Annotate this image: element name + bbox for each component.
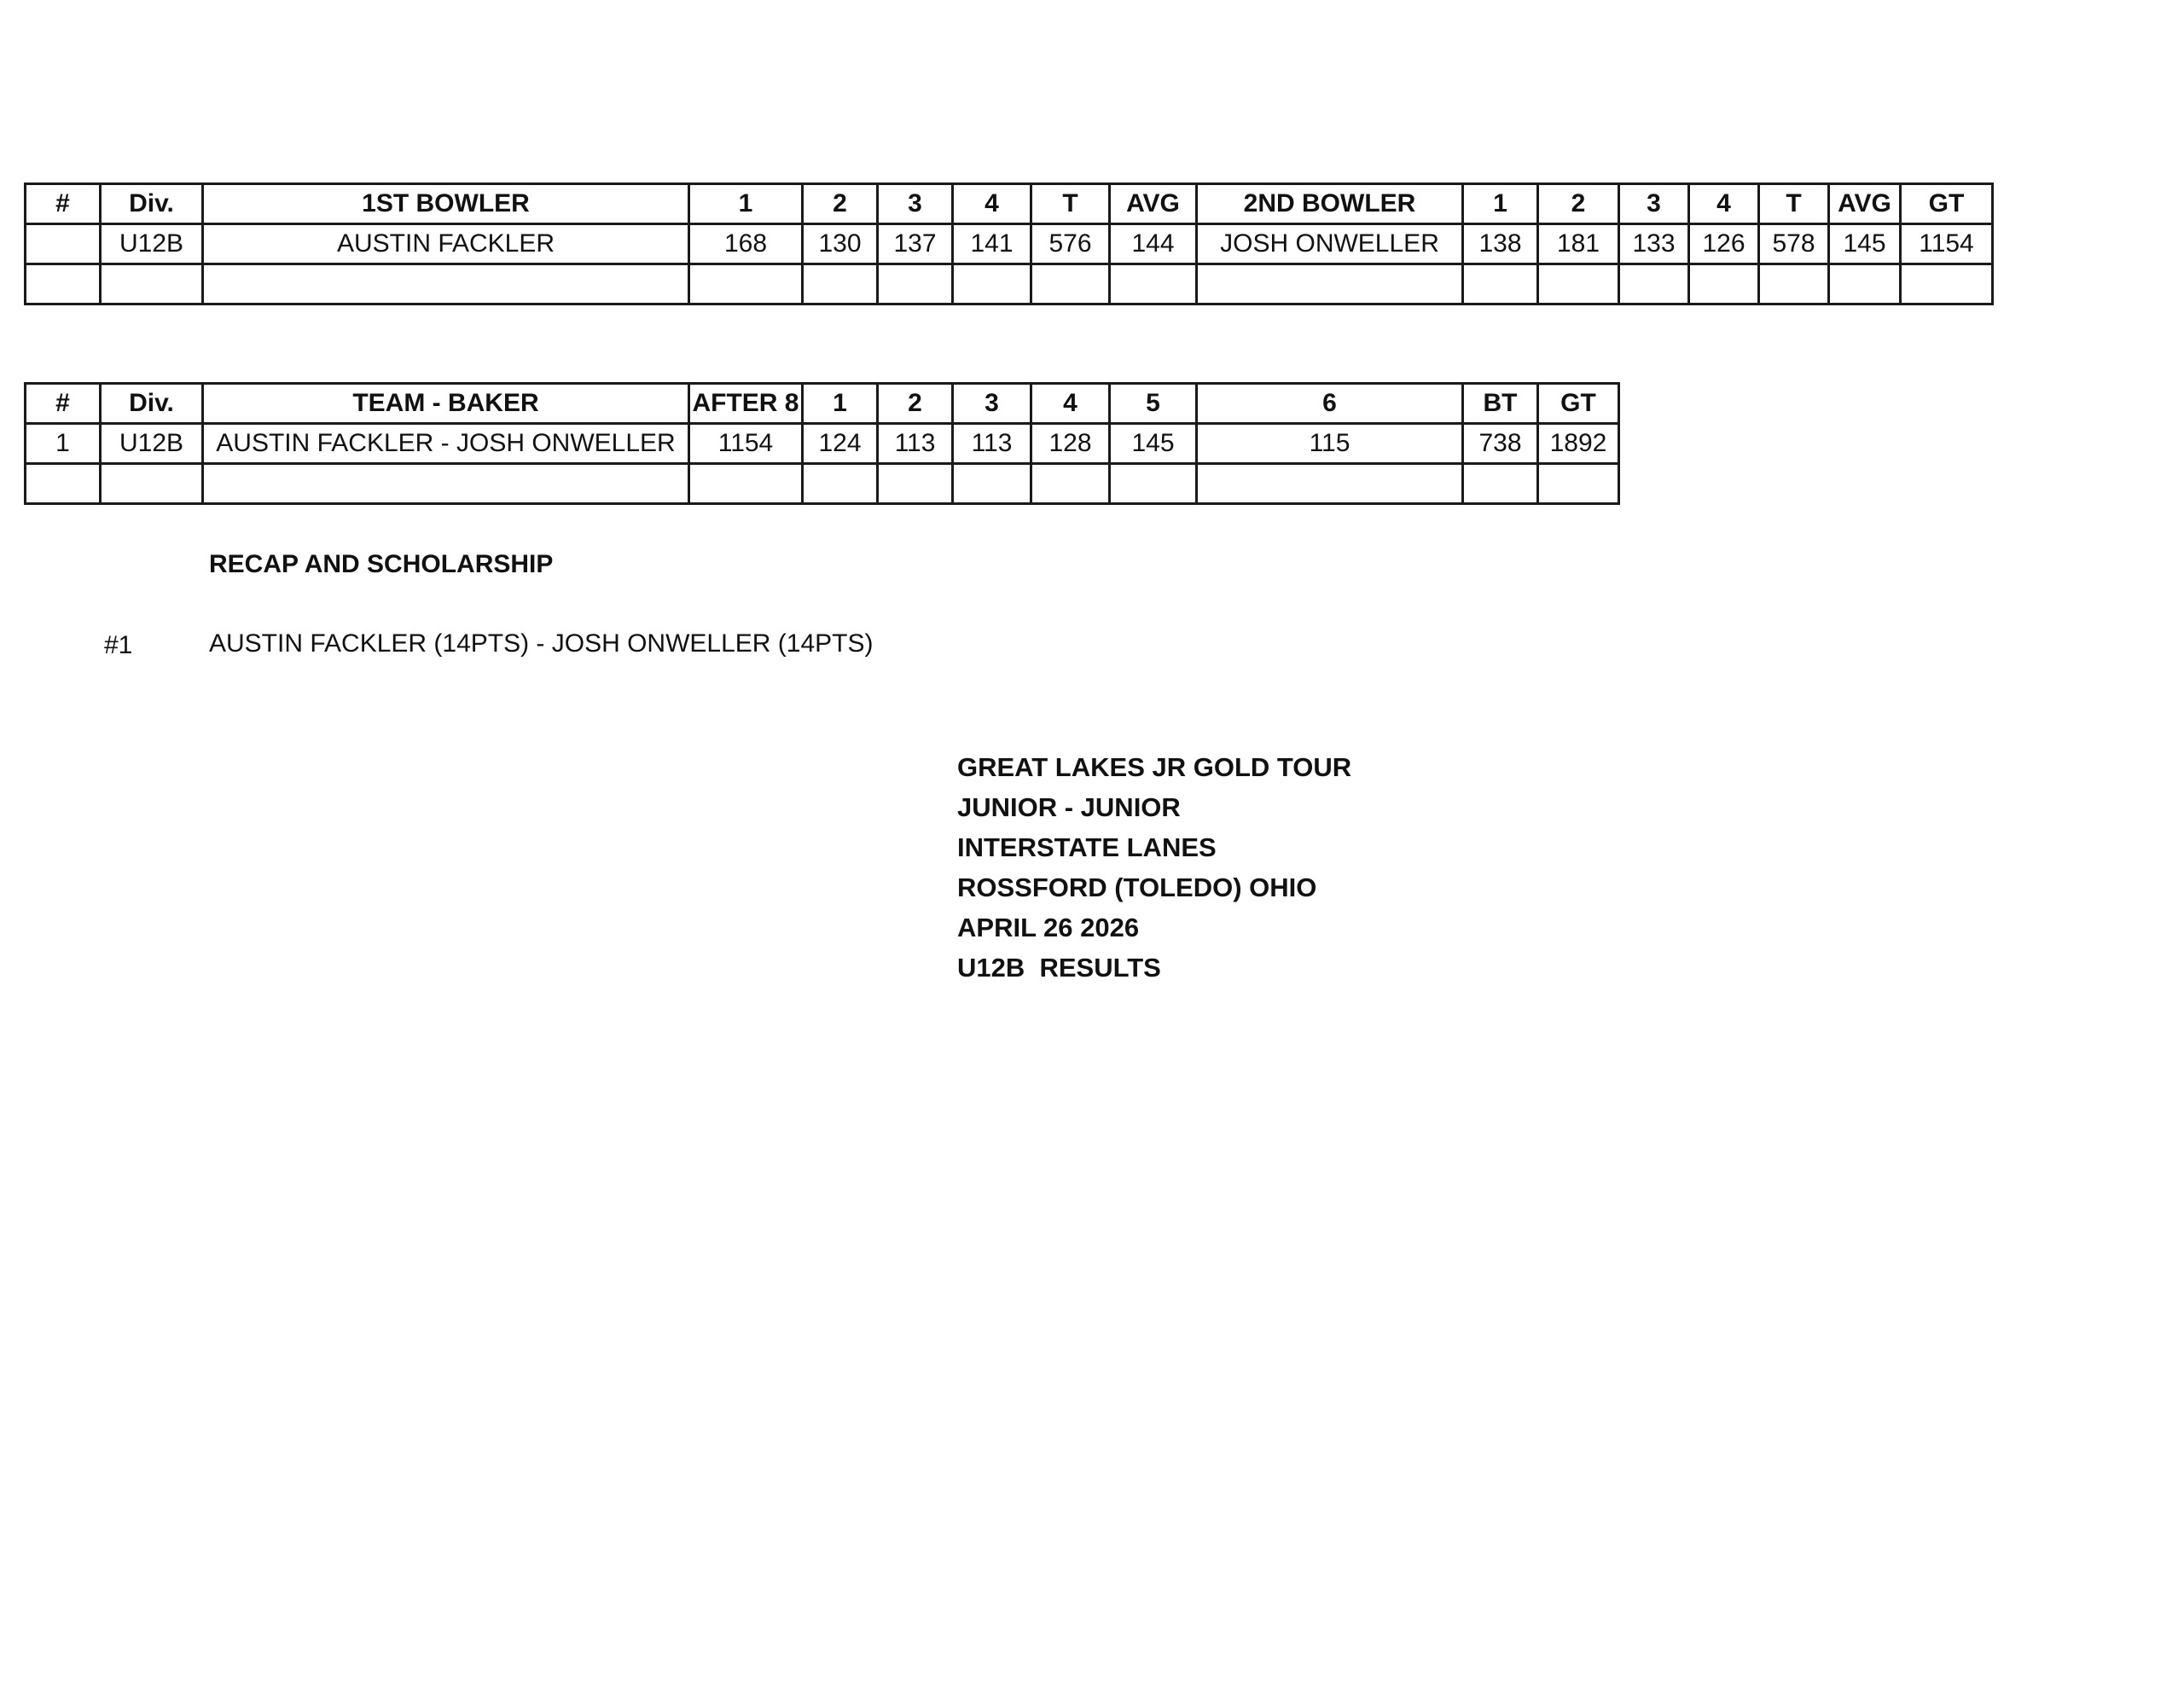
table-cell: 1892 (1538, 424, 1619, 464)
table-cell (878, 464, 953, 504)
pairs-header-row (26, 184, 1993, 224)
table-cell (953, 264, 1031, 304)
event-venue: INTERSTATE LANES (957, 832, 1217, 862)
header-b2-total: T (1759, 184, 1829, 224)
table-cell (1759, 264, 1829, 304)
table-cell: 124 (803, 424, 878, 464)
header-team-baker: TEAM - BAKER (203, 384, 689, 424)
table-cell (26, 464, 101, 504)
event-date: APRIL 26 2026 (957, 913, 1140, 942)
table-cell: 144 (1110, 224, 1197, 264)
pairs-results-table (24, 183, 1994, 305)
header-b1-game-4: 4 (953, 184, 1031, 224)
header-b2-game-3: 3 (1619, 184, 1689, 224)
recap-entry: AUSTIN FACKLER (14PTS) - JOSH ONWELLER (14PTS) (209, 629, 874, 658)
table-cell (26, 264, 101, 304)
header-b1-total: T (1031, 184, 1110, 224)
table-row-empty (26, 464, 1619, 504)
table-cell: 133 (1619, 224, 1689, 264)
header-baker-game-4: 4 (1031, 384, 1110, 424)
table-cell: AUSTIN FACKLER (203, 224, 689, 264)
table-cell: 126 (1689, 224, 1759, 264)
header-b1-average: AVG (1110, 184, 1197, 224)
table-cell (203, 264, 689, 304)
header-b2-game-2: 2 (1538, 184, 1619, 224)
table-cell (1197, 264, 1463, 304)
table-cell (1463, 264, 1538, 304)
table-cell (1689, 264, 1759, 304)
table-cell (101, 464, 203, 504)
header-b2-average: AVG (1829, 184, 1901, 224)
table-cell (1197, 464, 1463, 504)
table-cell: JOSH ONWELLER (1197, 224, 1463, 264)
header-b2-game-1: 1 (1463, 184, 1538, 224)
table-cell (689, 464, 803, 504)
table-cell (803, 464, 878, 504)
table-cell: 115 (1197, 424, 1463, 464)
table-cell (1463, 464, 1538, 504)
table-cell (803, 264, 878, 304)
table-cell: 145 (1110, 424, 1197, 464)
baker-results-table (24, 382, 1620, 505)
table-row-empty (26, 264, 1993, 304)
event-tour-name: GREAT LAKES JR GOLD TOUR (957, 752, 1352, 782)
table-cell (1829, 264, 1901, 304)
header-after-8: AFTER 8 (689, 384, 803, 424)
header-rank: # (26, 184, 101, 224)
header-b2-game-4: 4 (1689, 184, 1759, 224)
event-info-block (957, 747, 1351, 988)
table-cell: 137 (878, 224, 953, 264)
recap-title: RECAP AND SCHOLARSHIP (209, 550, 554, 578)
header-baker-game-6: 6 (1197, 384, 1463, 424)
header-division: Div. (101, 384, 203, 424)
header-b1-game-3: 3 (878, 184, 953, 224)
table-row (26, 224, 1993, 264)
table-cell (1031, 264, 1110, 304)
table-cell: U12B (101, 224, 203, 264)
header-baker-game-3: 3 (953, 384, 1031, 424)
table-row (26, 424, 1619, 464)
table-cell: U12B (101, 424, 203, 464)
table-cell: 145 (1829, 224, 1901, 264)
event-category: JUNIOR - JUNIOR (957, 792, 1181, 822)
table-cell (1110, 264, 1197, 304)
header-grand-total: GT (1901, 184, 1993, 224)
table-cell (1901, 264, 1993, 304)
table-cell (101, 264, 203, 304)
table-cell (1538, 264, 1619, 304)
table-cell (878, 264, 953, 304)
header-b1-game-2: 2 (803, 184, 878, 224)
table-cell: 113 (953, 424, 1031, 464)
table-cell: 576 (1031, 224, 1110, 264)
table-cell: 138 (1463, 224, 1538, 264)
baker-header-row (26, 384, 1619, 424)
table-cell: 113 (878, 424, 953, 464)
table-cell: 168 (689, 224, 803, 264)
table-cell (1619, 264, 1689, 304)
table-cell: 1154 (689, 424, 803, 464)
header-b1-game-1: 1 (689, 184, 803, 224)
recap-rank: #1 (104, 631, 133, 659)
header-baker-game-2: 2 (878, 384, 953, 424)
table-cell (1031, 464, 1110, 504)
event-location: ROSSFORD (TOLEDO) OHIO (957, 872, 1317, 902)
table-cell (26, 224, 101, 264)
table-cell (1538, 464, 1619, 504)
table-cell (203, 464, 689, 504)
table-cell: 181 (1538, 224, 1619, 264)
header-baker-game-1: 1 (803, 384, 878, 424)
table-cell (1110, 464, 1197, 504)
table-cell: 1154 (1901, 224, 1993, 264)
table-cell: 141 (953, 224, 1031, 264)
header-first-bowler: 1ST BOWLER (203, 184, 689, 224)
table-cell: 130 (803, 224, 878, 264)
table-cell (953, 464, 1031, 504)
header-grand-total: GT (1538, 384, 1619, 424)
table-cell: AUSTIN FACKLER - JOSH ONWELLER (203, 424, 689, 464)
table-cell: 738 (1463, 424, 1538, 464)
header-baker-total: BT (1463, 384, 1538, 424)
event-results-label: U12B RESULTS (957, 953, 1161, 983)
header-baker-game-5: 5 (1110, 384, 1197, 424)
header-division: Div. (101, 184, 203, 224)
header-second-bowler: 2ND BOWLER (1197, 184, 1463, 224)
header-rank: # (26, 384, 101, 424)
table-cell (689, 264, 803, 304)
table-cell: 128 (1031, 424, 1110, 464)
table-cell: 578 (1759, 224, 1829, 264)
table-cell: 1 (26, 424, 101, 464)
